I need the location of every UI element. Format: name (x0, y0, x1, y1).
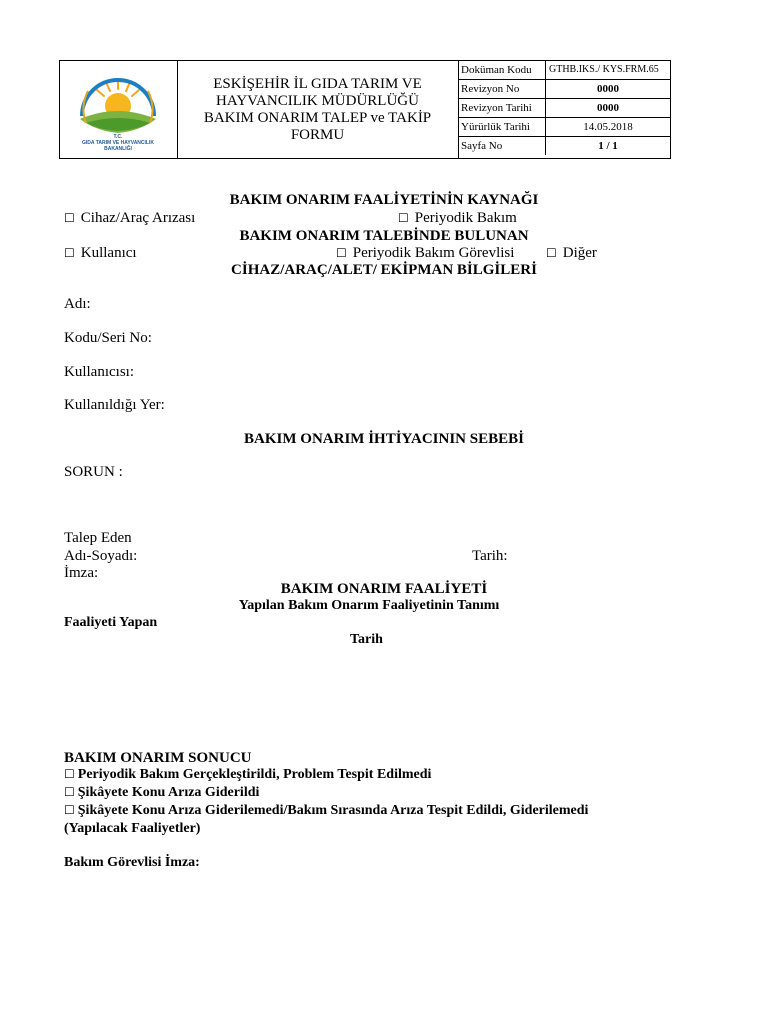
meta-row (458, 80, 670, 99)
meta-key: Revizyon No (458, 80, 546, 99)
option-label: Periyodik Bakım Görevlisi (352, 245, 515, 261)
option-label: Cihaz/Araç Arızası (80, 210, 196, 226)
checkbox-icon[interactable]: ☐ (64, 785, 75, 799)
reason-heading: BAKIM ONARIM İHTİYACININ SEBEBİ (244, 431, 524, 447)
source-option-periodic[interactable] (398, 210, 517, 227)
checkbox-icon[interactable]: ☐ (64, 246, 75, 260)
maintenance-signature-field[interactable]: Bakım Görevlisi İmza: (64, 855, 200, 870)
activity-subheading: Yapılan Bakım Onarım Faaliyetinin Tanımı (238, 598, 500, 613)
source-option-device-failure[interactable] (64, 210, 195, 227)
form-header (59, 60, 671, 159)
checkbox-icon[interactable]: ☐ (398, 211, 409, 225)
meta-key: Doküman Kodu (458, 61, 546, 80)
meta-key: Sayfa No (458, 137, 546, 156)
result-option-no-problem[interactable] (64, 767, 431, 783)
checkbox-icon[interactable]: ☐ (64, 803, 75, 817)
ministry-logo (60, 61, 178, 158)
device-serial-field[interactable]: Kodu/Seri No: (64, 330, 152, 346)
requester-option-user[interactable] (64, 245, 137, 262)
requester-heading: BAKIM ONARIM TALEBİNDE BULUNAN (239, 228, 529, 244)
title-line: ESKİŞEHİR İL GIDA TARIM VE (213, 75, 422, 92)
checkbox-icon[interactable]: ☐ (64, 211, 75, 225)
result-option-fixed[interactable] (64, 785, 259, 801)
option-label: Diğer (562, 245, 597, 261)
requester-option-maintenance-staff[interactable] (336, 245, 514, 262)
source-heading: BAKIM ONARIM FAALİYETİNİN KAYNAĞI (229, 192, 539, 208)
form-title (177, 61, 459, 158)
meta-value: GTHB.IKS./ KYS.FRM.65 (546, 61, 671, 80)
planned-activities-note: (Yapılacak Faaliyetler) (64, 821, 201, 836)
requester-name-field[interactable]: Adı-Soyadı: (64, 548, 138, 564)
result-option-not-fixed[interactable] (64, 803, 588, 819)
device-name-field[interactable]: Adı: (64, 296, 91, 312)
option-label: Periyodik Bakım (414, 210, 517, 226)
document-meta-table (458, 61, 670, 155)
option-label: Şikâyete Konu Arıza Giderilemedi/Bakım Sırasında Arıza Tespit Edildi, Giderilemedi (77, 803, 589, 818)
checkbox-icon[interactable]: ☐ (546, 246, 557, 260)
title-line: HAYVANCILIK MÜDÜRLÜĞÜ (216, 92, 419, 109)
option-label: Kullanıcı (80, 245, 137, 261)
performer-field[interactable]: Faaliyeti Yapan (64, 615, 158, 630)
device-heading: CİHAZ/ARAÇ/ALET/ EKİPMAN BİLGİLERİ (231, 262, 537, 278)
title-line: FORMU (290, 126, 345, 143)
requester-signature-field[interactable]: İmza: (64, 565, 99, 581)
meta-row (458, 118, 670, 137)
meta-row (458, 61, 670, 80)
requester-option-other[interactable] (546, 245, 597, 262)
meta-value: 0000 (546, 99, 671, 118)
option-label: Şikâyete Konu Arıza Giderildi (77, 785, 260, 800)
activity-date-field[interactable]: Tarih (350, 632, 383, 647)
request-date-field[interactable]: Tarih: (472, 548, 508, 564)
requested-by-label: Talep Eden (64, 530, 132, 546)
checkbox-icon[interactable]: ☐ (64, 767, 75, 781)
meta-value: 0000 (546, 80, 671, 99)
meta-key: Yürürlük Tarihi (458, 118, 546, 137)
activity-heading: BAKIM ONARIM FAALİYETİ (280, 581, 488, 597)
checkbox-icon[interactable]: ☐ (336, 246, 347, 260)
option-label: Periyodik Bakım Gerçekleştirildi, Problem Tespit Edilmedi (77, 767, 432, 782)
logo-caption: T.C. GIDA TARIM VE HAYVANCILIK BAKANLIĞI (82, 134, 154, 152)
meta-value: 14.05.2018 (546, 118, 671, 137)
meta-row (458, 99, 670, 118)
problem-field[interactable]: SORUN : (64, 464, 123, 480)
meta-key: Revizyon Tarihi (458, 99, 546, 118)
title-line: BAKIM ONARIM TALEP ve TAKİP (203, 109, 432, 126)
meta-value: 1 / 1 (598, 140, 618, 152)
device-user-field[interactable]: Kullanıcısı: (64, 364, 134, 380)
result-heading: BAKIM ONARIM SONUCU (64, 750, 252, 766)
device-location-field[interactable]: Kullanıldığı Yer: (64, 397, 165, 413)
meta-row (458, 137, 670, 156)
